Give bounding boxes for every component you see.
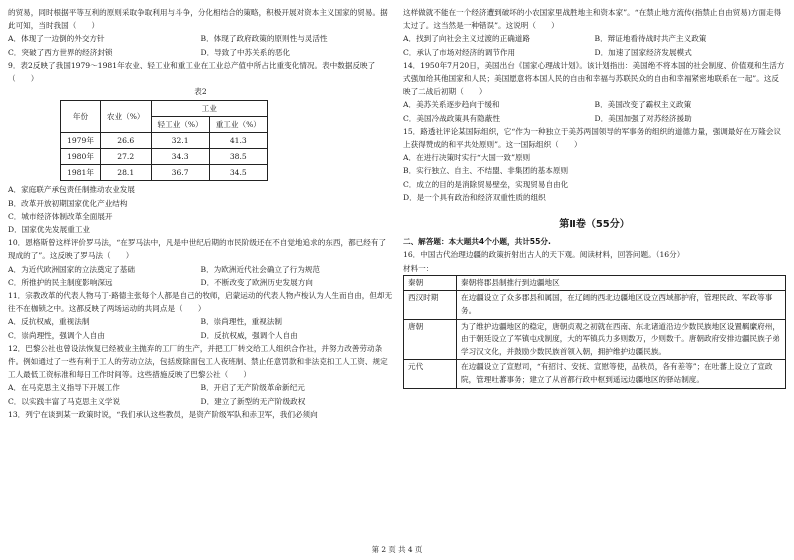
q11-options-row2 xyxy=(8,329,393,342)
q8-options-row1 xyxy=(8,32,393,45)
header-heavy-industry: 重工业（%） xyxy=(209,117,267,133)
q12-option-c[interactable]: C．以实践丰富了马克思主义学说 xyxy=(8,396,121,406)
q12-options-row2 xyxy=(8,395,393,408)
table-row xyxy=(404,275,786,291)
dynasty-cell: 唐朝 xyxy=(404,319,457,360)
q12-options-row1 xyxy=(8,381,393,394)
q14-option-a[interactable]: A．美苏关系逐步趋向于缓和 xyxy=(403,100,500,110)
q9-option-c[interactable]: C．城市经济体制改革全面展开 xyxy=(8,211,113,221)
policy-cell: 为了维护边疆地区的稳定，唐朝贞观之初就在西南、东北诸道沿边少数民族地区设置羁縻府州，由于朝廷设立了军镇屯戍制度，大的军镇兵力多则数万，少则数千。唐朝政府安排边疆民族子弟学习汉文化，并鼓励少数民族首领入朝，拥护维护边疆民族。 xyxy=(457,319,786,360)
q13-option-a[interactable]: A．找到了向社会主义过渡的正确道路 xyxy=(403,34,530,44)
cell-year: 1981年 xyxy=(61,165,101,181)
q13-option-b[interactable]: B．辩证地看待战时共产主义政策 xyxy=(594,34,707,44)
material-table xyxy=(403,275,786,389)
cell-heavy: 38.5 xyxy=(209,149,267,165)
policy-cell: 在边疆设立了众多郡县和属国，在辽阔的西北边疆地区设立西域都护府，管理民政、军政等事务。 xyxy=(457,291,786,319)
q12-option-b[interactable]: B．开启了无产阶级革命新纪元 xyxy=(200,383,305,393)
q14-options-row2 xyxy=(403,112,786,125)
q10-option-a[interactable]: A．为近代欧洲国家的立法奠定了基础 xyxy=(8,264,135,274)
q11-option-d[interactable]: D．反抗权威，强调个人自由 xyxy=(200,330,298,340)
q9-option-a[interactable]: A．家庭联产承包责任制推动农业发展 xyxy=(8,185,135,195)
data-table xyxy=(60,100,268,181)
table-row xyxy=(61,149,268,165)
header-agriculture: 农业（%） xyxy=(100,101,151,133)
q8-tail: 的贸易，同时根据平等互利的原则采取争取利用与斗争，分化相结合的策略，积极开展对资本主义国家的贸易。据此可知，当时我国（ ） xyxy=(8,8,388,31)
q9-option-d[interactable]: D．国家优先发展重工业 xyxy=(8,225,91,235)
q13-option-d[interactable]: D．加速了国家经济发展模式 xyxy=(594,47,692,57)
q12-option-d[interactable]: D．建立了新型的无产阶级政权 xyxy=(200,396,306,406)
policy-cell: 在边疆设立了宣慰司，“有招讨、安抚、宣慰等使，品秩员，各有差等”；在吐蕃上设立了宣政院，管理吐蕃事务；建立了从首都行政中枢到遥远边疆地区的驿站制度。 xyxy=(457,360,786,388)
q10-options-row1 xyxy=(8,263,393,276)
material-label: 材料一： xyxy=(403,263,434,273)
cell-agri: 26.6 xyxy=(100,133,151,149)
cell-light: 32.1 xyxy=(151,133,209,149)
q13-options-row2 xyxy=(403,46,786,59)
right-column xyxy=(403,6,786,389)
cell-light: 36.7 xyxy=(151,165,209,181)
cell-year: 1979年 xyxy=(61,133,101,149)
q8-option-c[interactable]: C．突破了西方世界的经济封锁 xyxy=(8,47,113,57)
q8-option-d[interactable]: D．导致了中苏关系的恶化 xyxy=(200,47,291,57)
q11-option-b[interactable]: B．崇尚理性，重视法制 xyxy=(200,317,283,327)
table-row xyxy=(61,133,268,149)
cell-light: 34.3 xyxy=(151,149,209,165)
q16-stem: 16．中国古代治理边疆的政策折射出古人的天下观。阅读材料，回答问题。（16分） xyxy=(403,250,685,260)
q12-stem: 12．巴黎公社也曾设法恢复已经被业主抛弃的工厂的生产，并把工厂转交给工人组织合作社，并努力改善劳动条件。例如通过了一些有利于工人的劳动立法，包括废除面包工人夜班制、禁止任意罚款和非法克扣工人工资、规定工人最低工资标准和每日工作时间等。这些措施反映了巴黎公社（ ） xyxy=(8,343,388,380)
cell-agri: 28.1 xyxy=(100,165,151,181)
policy-cell: 秦朝将郡县制推行到边疆地区 xyxy=(457,275,786,291)
table-caption: 表2 xyxy=(194,87,207,97)
q10-options-row2 xyxy=(8,276,393,289)
dynasty-cell: 西汉时期 xyxy=(404,291,457,319)
cell-heavy: 34.5 xyxy=(209,165,267,181)
q15-option-c[interactable]: C．成立的目的是消除贸易壁垒，实现贸易自由化 xyxy=(403,179,569,189)
q13-stem: 13．列宁在谈到某一政策时说，“我们承认这些教员，是资产阶级军队和赤卫军，我们必须向 xyxy=(8,409,318,419)
header-light-industry: 轻工业（%） xyxy=(151,117,209,133)
q14-option-d[interactable]: D．美国加强了对苏经济援助 xyxy=(594,113,692,123)
q12-option-a[interactable]: A．在马克思主义指导下开展工作 xyxy=(8,383,120,393)
cell-agri: 27.2 xyxy=(100,149,151,165)
page-footer: 第 2 页 共 4 页 xyxy=(371,545,423,554)
q8-option-b[interactable]: B．体现了政府政策的原则性与灵活性 xyxy=(200,34,328,44)
part2-heading: 二、解答题：本大题共4个小题，共计55分. xyxy=(403,237,551,247)
q10-option-b[interactable]: B．为欧洲近代社会确立了行为规范 xyxy=(200,264,320,274)
dynasty-cell: 元代 xyxy=(404,360,457,388)
q14-option-c[interactable]: C．美国冷战政策具有隐蔽性 xyxy=(403,113,500,123)
left-column xyxy=(8,6,393,421)
section-title: 第Ⅱ卷（55分） xyxy=(559,219,630,231)
dynasty-cell: 秦朝 xyxy=(404,275,457,291)
q10-option-c[interactable]: C．所推护的民主制度影响深远 xyxy=(8,277,113,287)
q14-options-row1 xyxy=(403,98,786,111)
q14-stem: 14．1950年7月20日，美国出台《国家心理战计划》。该计划指出：美国绝不将本国的社会制度、价值观和生活方式强加给其他国家和人民；美国愿意将本国人民的自由和幸福与苏联民众的自由和幸福紧密地联系在一起”。这反映了二战后初期（ ） xyxy=(403,60,785,97)
header-industry: 工业 xyxy=(151,101,267,117)
table-row xyxy=(404,319,786,360)
q15-option-a[interactable]: A．在进行决策时实行“大国一致”原则 xyxy=(403,153,531,163)
q13-option-c[interactable]: C．承认了市场对经济的调节作用 xyxy=(403,47,516,57)
q15-option-d[interactable]: D．是一个具有政治和经济双重性质的组织 xyxy=(403,192,546,202)
q10-stem: 10．恩格斯曾这样评价罗马法，“在罗马法中，凡是中世纪后期的市民阶级还在不自觉地追求的东西，都已经有了现成的了”。这反映了罗马法（ ） xyxy=(8,238,387,261)
q11-option-c[interactable]: C．崇尚理性，强调个人自由 xyxy=(8,330,105,340)
q8-option-a[interactable]: A．体现了一边倒的外交方针 xyxy=(8,34,105,44)
q15-option-b[interactable]: B．实行独立、自主、不结盟、非集团的基本原则 xyxy=(403,166,569,176)
q13-options-row1 xyxy=(403,32,786,45)
q15-stem: 15．路透社评论某国际组织，它“作为一种独立于美苏两国领导的军事务的组织的道德力量，强调最好在万隆会议上获得赞成的和平共处原则”。这一国际组织（ ） xyxy=(403,126,782,150)
q8-options-row2 xyxy=(8,46,393,59)
q10-option-d[interactable]: D．不断改变了欧洲历史发展方向 xyxy=(200,277,313,287)
q9-stem: 9．表2反映了我国1979～1981年农业、轻工业和重工业在工业总产值中所占比重变化情况。表中数据反映了（ ） xyxy=(8,60,376,84)
q14-option-b[interactable]: B．美国改变了霸权主义政策 xyxy=(594,100,692,110)
q11-stem: 11．宗教改革的代表人物马丁·路德主张每个人都是自己的牧师，启蒙运动的代表人物卢梭认为人生而自由，但却无往不在枷锁之中。这都反映了两场运动的共同点是（ ） xyxy=(8,291,393,314)
table-row xyxy=(404,291,786,319)
cell-year: 1980年 xyxy=(61,149,101,165)
q11-option-a[interactable]: A．反抗权威，重视法制 xyxy=(8,317,90,327)
table-row xyxy=(404,360,786,388)
table-row xyxy=(61,165,268,181)
header-year: 年份 xyxy=(61,101,101,133)
q13-tail: 这样做就不能在一个经济遭到破坏的小农国家里战胜地主和资本家”。“在禁止地方流传(指禁止自由贸易)方面走得太过了。这当然是一种错误”。这说明（ ） xyxy=(403,8,782,31)
q11-options-row1 xyxy=(8,315,393,328)
cell-heavy: 41.3 xyxy=(209,133,267,149)
q9-option-b[interactable]: B．改革开放初期国家优化产业结构 xyxy=(8,198,128,208)
